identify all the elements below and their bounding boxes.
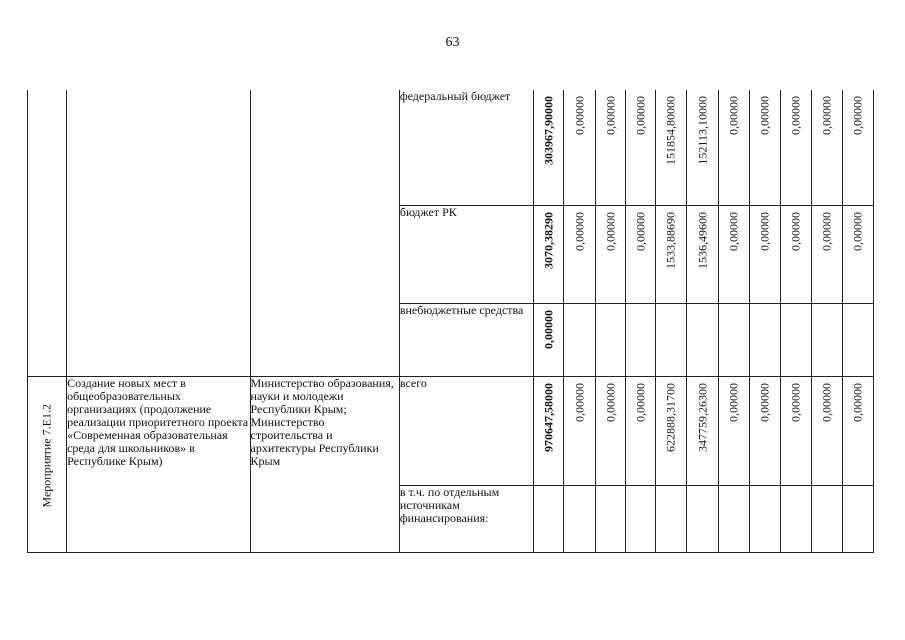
- empty-cell: [811, 303, 842, 376]
- value-cell: [718, 205, 749, 303]
- value-cell: [811, 205, 842, 303]
- value-cell: [596, 376, 626, 485]
- value: 0,00000: [850, 96, 865, 135]
- value: 0,00000: [726, 211, 741, 251]
- value-cell: [749, 376, 780, 485]
- table-row: [28, 376, 874, 485]
- value-cell: [687, 90, 718, 205]
- measure-executor: Министерство образования, науки и молодежи Республики Крым; Министерство строительства и архитектуры Республики Крым: [250, 376, 399, 552]
- value: 0,00000: [633, 382, 648, 422]
- code-cell-prev: [28, 90, 67, 376]
- value: 0,00000: [757, 211, 772, 251]
- value-cell: [811, 90, 842, 205]
- total-cell-all: [534, 376, 564, 485]
- measure-code: Мероприятие 7.Е1.2: [39, 403, 54, 508]
- page-number: 63: [445, 35, 460, 50]
- empty-cell: [596, 485, 626, 552]
- total-value: 0,00000: [541, 309, 556, 349]
- value: 0,00000: [819, 96, 834, 135]
- value: 0,00000: [603, 96, 618, 135]
- value: 0,00000: [726, 96, 741, 135]
- value: 0,00000: [572, 96, 587, 135]
- value: 0,00000: [819, 382, 834, 422]
- value: 0,00000: [850, 211, 865, 251]
- value: 0,00000: [633, 211, 648, 251]
- value-cell: [687, 376, 718, 485]
- empty-cell: [718, 303, 749, 376]
- empty-cell: [626, 485, 656, 552]
- value: 0,00000: [603, 211, 618, 251]
- value: 0,00000: [603, 382, 618, 422]
- total-cell-federal: [534, 90, 564, 205]
- value: 0,00000: [819, 211, 834, 251]
- value: 151854,80000: [663, 96, 678, 165]
- budget-table: [27, 90, 874, 553]
- value-cell: [564, 376, 596, 485]
- value-cell: [626, 376, 656, 485]
- measure-name: Создание новых мест в общеобразовательных организациях (продолжение реализации приоритетного проекта «Современная образовательная среда для школьников» в Республике Крым): [67, 376, 250, 552]
- value-cell: [842, 205, 873, 303]
- value: 0,00000: [757, 96, 772, 135]
- value-cell: [780, 205, 811, 303]
- empty-cell: [564, 485, 596, 552]
- empty-cell: [718, 485, 749, 552]
- value-cell: [656, 376, 687, 485]
- empty-cell: [749, 303, 780, 376]
- total-value: 970647,58000: [541, 382, 556, 452]
- value-cell: [564, 205, 596, 303]
- value-cell: [564, 90, 596, 205]
- total-value: 303967,90000: [541, 96, 556, 165]
- value-cell: [718, 90, 749, 205]
- value-cell: [596, 205, 626, 303]
- empty-cell: [596, 303, 626, 376]
- value: 0,00000: [726, 382, 741, 422]
- value-cell: [626, 205, 656, 303]
- total-cell-extrabudgetary: [534, 303, 564, 376]
- empty-cell: [842, 303, 873, 376]
- table-row: [28, 90, 874, 205]
- empty-cell: [842, 485, 873, 552]
- value: 0,00000: [850, 382, 865, 422]
- value: 0,00000: [572, 382, 587, 422]
- value: 1533,88690: [663, 211, 678, 269]
- value-cell: [749, 90, 780, 205]
- value-cell: [656, 205, 687, 303]
- value: 152113,10000: [695, 96, 709, 165]
- value-cell: [842, 376, 873, 485]
- empty-cell: [687, 303, 718, 376]
- empty-cell: [749, 485, 780, 552]
- executor-cell-prev: [250, 90, 399, 376]
- value-cell: [780, 376, 811, 485]
- value-cell: [718, 376, 749, 485]
- value-cell: [780, 90, 811, 205]
- value: 0,00000: [757, 382, 772, 422]
- empty-cell: [687, 485, 718, 552]
- empty-cell: [564, 303, 596, 376]
- value-cell: [656, 90, 687, 205]
- value: 0,00000: [788, 382, 803, 422]
- empty-cell: [780, 485, 811, 552]
- empty-cell: [534, 485, 564, 552]
- value: 0,00000: [788, 211, 803, 251]
- value: 622888,31700: [663, 382, 678, 452]
- value: 0,00000: [572, 211, 587, 251]
- value: 0,00000: [633, 96, 648, 135]
- value-cell: [687, 205, 718, 303]
- measure-code-cell: [28, 376, 67, 552]
- empty-cell: [780, 303, 811, 376]
- source-label-detail: в т.ч. по отдельным источникам финансирования:: [399, 485, 533, 552]
- value: 1536,49600: [695, 211, 709, 269]
- value-cell: [842, 90, 873, 205]
- empty-cell: [811, 485, 842, 552]
- total-cell-rk: [534, 205, 564, 303]
- source-label-rk: бюджет РК: [399, 205, 533, 303]
- empty-cell: [656, 303, 687, 376]
- value-cell: [749, 205, 780, 303]
- value: 0,00000: [788, 96, 803, 135]
- value-cell: [626, 90, 656, 205]
- source-label-total: всего: [399, 376, 533, 485]
- empty-cell: [656, 485, 687, 552]
- value-cell: [811, 376, 842, 485]
- empty-cell: [626, 303, 656, 376]
- value: 347759,26300: [695, 382, 709, 452]
- value-cell: [596, 90, 626, 205]
- source-label-federal: федеральный бюджет: [399, 90, 533, 205]
- source-label-extrabudgetary: внебюджетные средства: [399, 303, 533, 376]
- total-value: 3070,38290: [541, 211, 556, 269]
- name-cell-prev: [67, 90, 250, 376]
